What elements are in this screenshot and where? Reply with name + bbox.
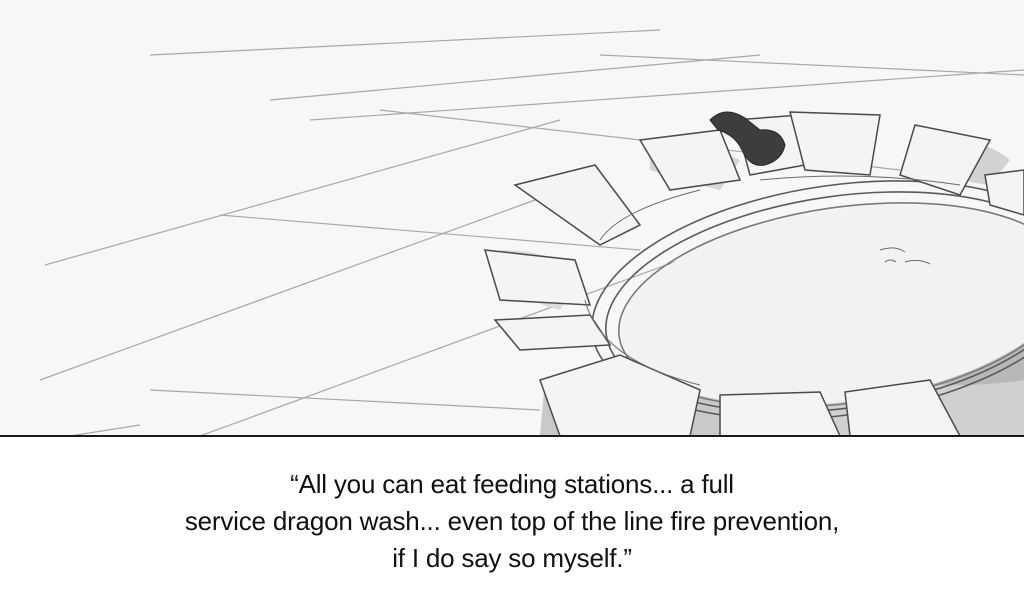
panel-divider — [0, 435, 1024, 437]
caption-line: if I do say so myself.” — [392, 543, 632, 573]
caption-line: “All you can eat feeding stations... a full — [290, 469, 734, 499]
caption-line: service dragon wash... even top of the line fire prevention, — [184, 506, 840, 536]
caption-text — [0, 466, 1024, 577]
